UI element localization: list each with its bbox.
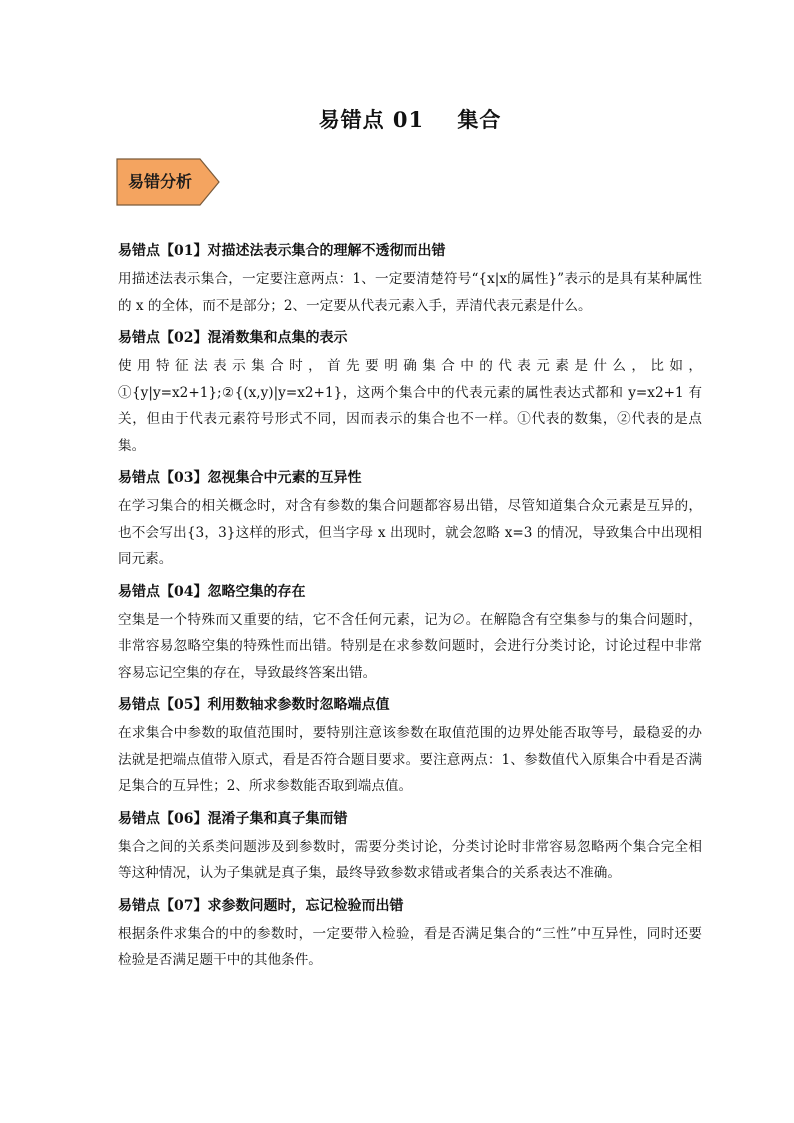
error-point-item	[118, 465, 702, 573]
error-point-item	[118, 579, 702, 687]
page-title: 易错点 01 集合	[318, 107, 502, 132]
error-point-item	[118, 238, 702, 319]
error-point-heading: 易错点【03】忽视集合中元素的互异性	[118, 470, 362, 486]
error-point-body: 集合之间的关系类问题涉及到参数时，需要分类讨论，分类讨论时非常容易忽略两个集合完全相等这种情况，认为子集就是真子集，最终导致参数求错或者集合的关系表达不准确。	[118, 838, 702, 881]
error-point-heading: 易错点【05】利用数轴求参数时忽略端点值	[118, 697, 390, 713]
error-points-list	[118, 238, 702, 980]
error-point-item	[118, 692, 702, 800]
error-point-body: 空集是一个特殊而又重要的结，它不含任何元素，记为∅。在解隐含有空集参与的集合问题时，非常容易忽略空集的特殊性而出错。特别是在求参数问题时，会进行分类讨论，讨论过程中非常容易忘记空集的存在，导致最终答案出错。	[118, 611, 702, 681]
error-point-item	[118, 806, 702, 887]
error-point-body: 在求集合中参数的取值范围时，要特别注意该参数在取值范围的边界处能否取等号，最稳妥的办法就是把端点值带入原式，看是否符合题目要求。要注意两点：1、参数值代入原集合中看是否满足集合的互异性；2、所求参数能否取到端点值。	[118, 725, 702, 794]
section-tag	[116, 158, 220, 206]
error-point-body: 使用特征法表示集合时，首先要明确集合中的代表元素是什么，比如，①{y|y=x2+1};②{(x,y)|y=x2+1}，这两个集合中的代表元素的属性表达式都和 y=x2+1 有关，但由于代表元素符号形式不同，因而表示的集合也不一样。①代表的数集，②代表的是点集。	[118, 358, 702, 454]
error-point-body: 在学习集合的相关概念时，对含有参数的集合问题都容易出错，尽管知道集合众元素是互异的，也不会写出{3，3}这样的形式，但当字母 x 出现时，就会忽略 x=3 的情况，导致集合中出现相同元素。	[118, 498, 702, 567]
section-tag-label: 易错分析	[127, 172, 192, 191]
error-point-heading: 易错点【01】对描述法表示集合的理解不透彻而出错	[118, 243, 446, 259]
error-point-body: 用描述法表示集合，一定要注意两点：1、一定要清楚符号“{x|x的属性}”表示的是具有某种属性的 x 的全体，而不是部分；2、一定要从代表元素入手，弄清代表元素是什么。	[118, 271, 702, 314]
error-point-body: 根据条件求集合的中的参数时，一定要带入检验，看是否满足集合的“三性”中互异性，同时还要检验是否满足题干中的其他条件。	[118, 925, 702, 968]
error-point-heading: 易错点【07】求参数问题时，忘记检验而出错	[118, 897, 404, 914]
error-point-heading: 易错点【04】忽略空集的存在	[118, 583, 306, 600]
error-point-heading: 易错点【06】混淆子集和真子集而错	[118, 810, 348, 827]
error-point-item	[118, 893, 702, 974]
error-point-heading: 易错点【02】混淆数集和点集的表示	[118, 330, 348, 346]
error-point-item	[118, 325, 702, 459]
